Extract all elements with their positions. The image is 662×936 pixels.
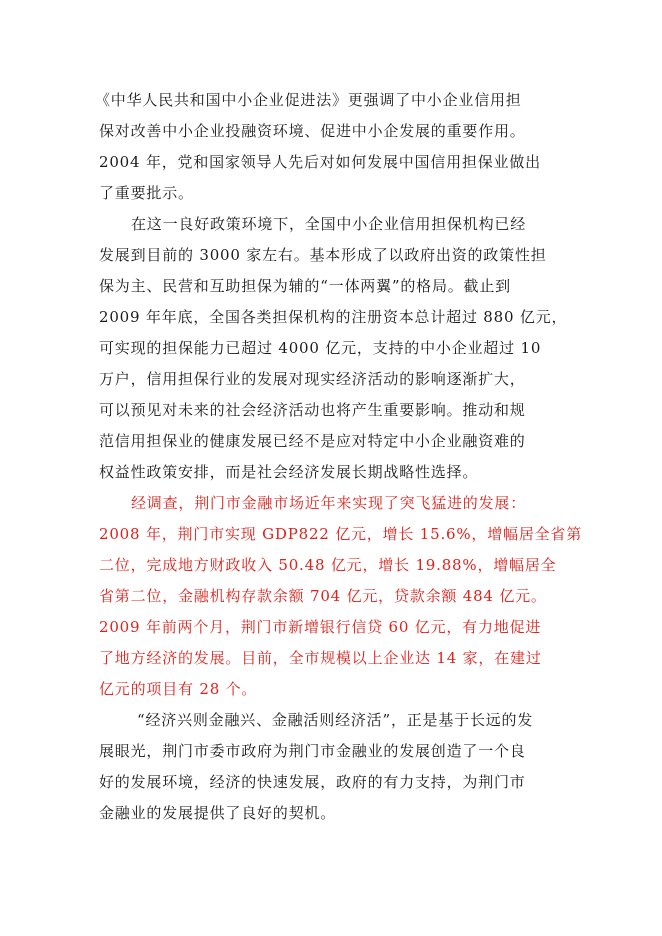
- paragraph-3-line-2: 2008 年，荆门市实现 GDP822 亿元，增长 15.6%，增幅居全省第: [99, 525, 583, 543]
- paragraph-2-line-2: 发展到目前的 3000 家左右。基本形成了以政府出资的政策性担: [99, 246, 547, 264]
- paragraph-2-line-5: 可实现的担保能力已超过 4000 亿元，支持的中小企业超过 10: [99, 339, 542, 357]
- paragraph-4-line-4: 金融业的发展提供了良好的契机。: [99, 804, 337, 822]
- paragraph-4-line-3: 好的发展环境，经济的快速发展，政府的有力支持，为荆门市: [99, 773, 526, 791]
- paragraph-2-line-9: 权益性政策安排，而是社会经济发展长期战略性选择。: [99, 463, 479, 481]
- paragraph-4-line-1: “经济兴则金融兴、金融活则经济活”，正是基于长远的发: [137, 711, 534, 729]
- paragraph-3-line-3: 二位，完成地方财政收入 50.48 亿元，增长 19.88%，增幅居全: [99, 556, 557, 574]
- paragraph-2-line-4: 2009 年年底，全国各类担保机构的注册资本总计超过 880 亿元，: [99, 308, 568, 326]
- paragraph-2-line-3: 保为主、民营和互助担保为辅的“一体两翼”的格局。截止到: [99, 277, 511, 295]
- paragraph-2-line-6: 万户，信用担保行业的发展对现实经济活动的影响逐渐扩大，: [99, 370, 526, 388]
- paragraph-1-line-2: 保对改善中小企业投融资环境、促进中小企发展的重要作用。: [99, 122, 526, 140]
- paragraph-1-line-3: 2004 年，党和国家领导人先后对如何发展中国信用担保业做出: [99, 153, 541, 171]
- paragraph-3-line-1: 经调查，荆门市金融市场近年来实现了突飞猛进的发展：: [131, 494, 527, 512]
- paragraph-4-line-2: 展眼光，荆门市委市政府为荆门市金融业的发展创造了一个良: [99, 742, 526, 760]
- paragraph-1-line-1: 《中华人民共和国中小企业促进法》更强调了中小企业信用担: [95, 91, 522, 109]
- paragraph-3-line-4: 省第二位，金融机构存款余额 704 亿元，贷款余额 484 亿元。: [99, 587, 547, 605]
- paragraph-1-line-4: 了重要批示。: [99, 184, 194, 202]
- paragraph-2-line-8: 范信用担保业的健康发展已经不是应对特定中小企业融资难的: [99, 432, 526, 450]
- paragraph-3-line-7: 亿元的项目有 28 个。: [99, 680, 258, 698]
- paragraph-3-line-6: 了地方经济的发展。目前，全市规模以上企业达 14 家，在建过: [99, 649, 542, 667]
- paragraph-2-line-1: 在这一良好政策环境下，全国中小企业信用担保机构已经: [131, 215, 527, 233]
- paragraph-2-line-7: 可以预见对未来的社会经济活动也将产生重要影响。推动和规: [99, 401, 526, 419]
- paragraph-3-line-5: 2009 年前两个月，荆门市新增银行信贷 60 亿元，有力地促进: [99, 618, 542, 636]
